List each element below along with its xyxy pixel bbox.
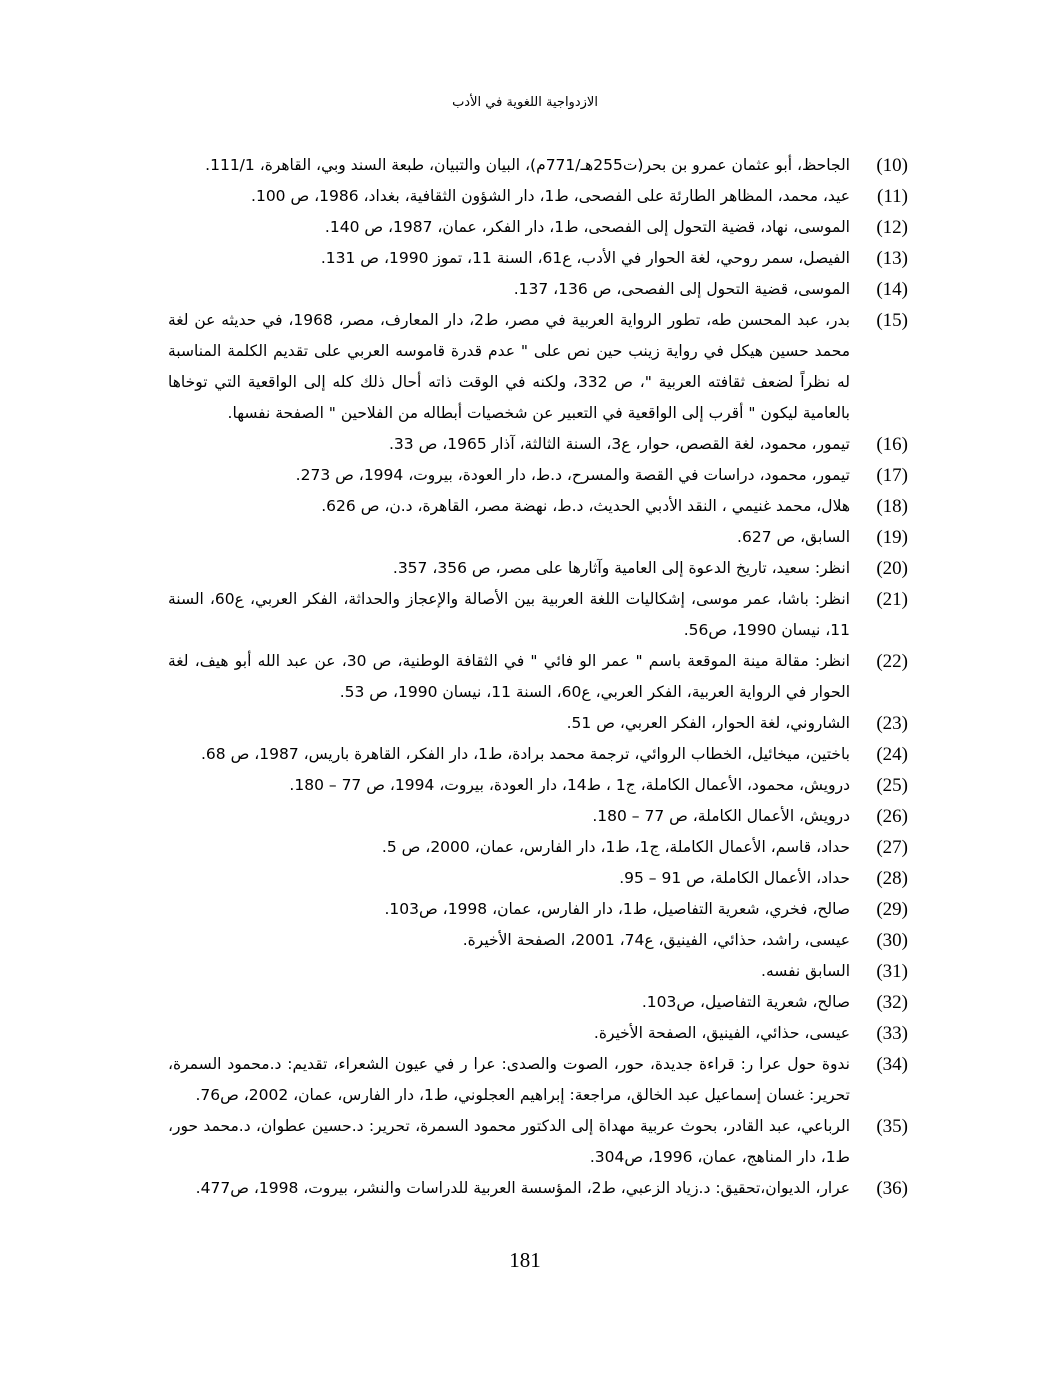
footnote-item [168, 801, 908, 832]
footnote-item [168, 212, 908, 243]
footnote-text: الجاحظ، أبو عثمان عمرو بن بحر(ت255هـ/771م)، البيان والتبيان، طبعة السند وبي، القاهرة، 111/1. [205, 156, 850, 174]
footnote-text: الشاروني، لغة الحوار، الفكر العربي، ص 51. [566, 714, 850, 732]
footnote-text: الموسى، نهاد، قضية التحول إلى الفصحى، ط1، دار الفكر، عمان، 1987، ص 140. [324, 218, 850, 236]
footnote-item [168, 553, 908, 584]
footnote-number: (33) [876, 1023, 908, 1044]
footnote-number: (11) [877, 186, 908, 207]
footnote-text: درويش، الأعمال الكاملة، ص 77 – 180. [592, 807, 850, 825]
page-number: 181 [509, 1248, 541, 1272]
footnote-text: انظر: مقالة مينة الموقعة باسم " عمر الو فائي " في الثقافة الوطنية، ص 30، عن عبد الله أبو هيف، لغة الحوار في الرواية العربية، الفكر العربي، ع60، السنة 11، نيسان 1990، ص 53. [168, 652, 850, 701]
footnote-text: حداد، الأعمال الكاملة، ص 91 – 95. [619, 869, 850, 887]
footnote-number: (27) [876, 837, 908, 858]
footnote-item [168, 584, 908, 646]
footnote-number: (14) [876, 279, 908, 300]
footnote-text: تيمور، محمود، دراسات في القصة والمسرح، د.ط، دار العودة، بيروت، 1994، ص 273. [295, 466, 850, 484]
footnote-text: عيسى، راشد، حذائي، الفينيق، ع74، 2001، الصفحة الأخيرة. [462, 931, 850, 949]
footnote-number: (10) [876, 155, 908, 176]
footnote-text: عيسى، حذائي، الفينيق، الصفحة الأخيرة. [593, 1024, 850, 1042]
footnote-number: (30) [876, 930, 908, 951]
footnote-number: (16) [876, 434, 908, 455]
footnote-item [168, 1173, 908, 1204]
footnote-item [168, 429, 908, 460]
footnote-text: السابق نفسه. [761, 962, 850, 980]
footnote-number: (21) [876, 589, 908, 610]
footnote-item [168, 956, 908, 987]
footnote-text: الرباعي، عبد القادر، بحوث عربية مهداة إلى الدكتور محمود السمرة، تحرير: د.حسين عطوان، د.محمد حور، ط1، دار المناهج، عمان، 1996، ص304. [168, 1117, 850, 1166]
footnote-item [168, 987, 908, 1018]
footnote-text: الموسى، قضية التحول إلى الفصحى، ص 136، 137. [513, 280, 850, 298]
footnote-item [168, 274, 908, 305]
footnote-item [168, 522, 908, 553]
footnote-item [168, 832, 908, 863]
footnote-item [168, 1111, 908, 1173]
footnote-item [168, 150, 908, 181]
footnote-text: صالح، شعرية التفاصيل، ص103. [641, 993, 850, 1011]
footnote-item [168, 1049, 908, 1111]
footnote-number: (22) [876, 651, 908, 672]
footnote-item [168, 243, 908, 274]
footnote-number: (26) [876, 806, 908, 827]
footnote-number: (28) [876, 868, 908, 889]
footnote-item [168, 646, 908, 708]
footnote-text: ندوة حول عرا ر: قراءة جديدة، حور، الصوت والصدى: عرا ر في عيون الشعراء، تقديم: د.محمود السمرة، تحرير: غسان إسماعيل عبد الخالق، مراجعة: إبراهيم العجلوني، ط1، دار الفارس، عمان، 2002، ص76. [168, 1055, 850, 1104]
footnote-number: (15) [876, 310, 908, 331]
footnote-item [168, 181, 908, 212]
footnote-item [168, 925, 908, 956]
footnote-number: (29) [876, 899, 908, 920]
footnote-text: هلال، محمد غنيمي ، النقد الأدبي الحديث، د.ط، نهضة مصر، القاهرة، د.ن، ص 626. [321, 497, 850, 515]
footnote-text: باختين، ميخائيل، الخطاب الروائي، ترجمة محمد برادة، ط1، دار الفكر، القاهرة باريس، 1987، ص 68. [200, 745, 850, 763]
footnote-number: (32) [876, 992, 908, 1013]
footnote-number: (19) [876, 527, 908, 548]
footnote-text: عيد، محمد، المظاهر الطارئة على الفصحى، ط1، دار الشؤون الثقافية، بغداد، 1986، ص 100. [251, 187, 850, 205]
footnote-item [168, 460, 908, 491]
footnote-item [168, 739, 908, 770]
footnote-text: تيمور، محمود، لغة القصص، حوار، ع3، السنة الثالثة، آذار 1965، ص 33. [388, 435, 850, 453]
footnote-number: (35) [876, 1116, 908, 1137]
footnote-number: (13) [876, 248, 908, 269]
footnote-item [168, 305, 908, 429]
footnote-number: (36) [876, 1178, 908, 1199]
footnote-text: صالح، فخري، شعرية التفاصيل، ط1، دار الفارس، عمان، 1998، ص103. [384, 900, 850, 918]
footnote-number: (18) [876, 496, 908, 517]
footnote-text: عرار، الديوان،تحقيق: د.زياد الزعبي، ط2، المؤسسة العربية للدراسات والنشر، بيروت، 1998، ص477. [195, 1179, 850, 1197]
footnote-number: (34) [876, 1054, 908, 1075]
footnote-number: (17) [876, 465, 908, 486]
footnote-number: (24) [876, 744, 908, 765]
footnote-text: انظر: باشا، عمر موسى، إشكاليات اللغة العربية بين الأصالة والإعجاز والحداثة، الفكر العربي، ع60، السنة 11، نيسان 1990، ص56. [168, 590, 850, 639]
footnote-item [168, 1018, 908, 1049]
footnote-item [168, 491, 908, 522]
footnote-text: انظر: سعيد، تاريخ الدعوة إلى العامية وآثارها على مصر، ص 356، 357. [392, 559, 850, 577]
footnotes-list [168, 150, 908, 1204]
footnote-text: حداد، قاسم، الأعمال الكاملة، ج1، ط1، دار الفارس، عمان، 2000، ص 5. [381, 838, 850, 856]
footnote-number: (20) [876, 558, 908, 579]
running-header: الازدواجية اللغوية في الأدب [452, 95, 598, 110]
footnote-number: (25) [876, 775, 908, 796]
footnote-item [168, 863, 908, 894]
footnote-text: بدر، عبد المحسن طه، تطور الرواية العربية في مصر، ط2، دار المعارف، مصر، 1968، في حديثه عن لغة محمد حسين هيكل في رواية زينب حين نص على " عدم قدرة قاموسه العربي على تقديم الكلمة المناسبة له نظراً لضعف ثقافته العربية "، ص 332، ولكنه في الوقت ذاته أحال ذلك كله إلى الواقعية التي توخاها بالعامية ليكون " أقرب إلى الواقعية في التعبير عن شخصيات أبطاله من الفلاحين " الصفحة نفسها. [168, 311, 850, 422]
footnote-text: السابق، ص 627. [737, 528, 850, 546]
footnote-item [168, 894, 908, 925]
footnote-number: (12) [876, 217, 908, 238]
footnote-text: درويش، محمود، الأعمال الكاملة، ج1 ، ط14، دار العودة، بيروت، 1994، ص 77 – 180. [289, 776, 850, 794]
footnote-text: الفيصل، سمر روحي، لغة الحوار في الأدب، ع61، السنة 11، تموز 1990، ص 131. [320, 249, 850, 267]
footnote-number: (31) [876, 961, 908, 982]
footnote-item [168, 770, 908, 801]
footnote-item [168, 708, 908, 739]
footnote-number: (23) [876, 713, 908, 734]
